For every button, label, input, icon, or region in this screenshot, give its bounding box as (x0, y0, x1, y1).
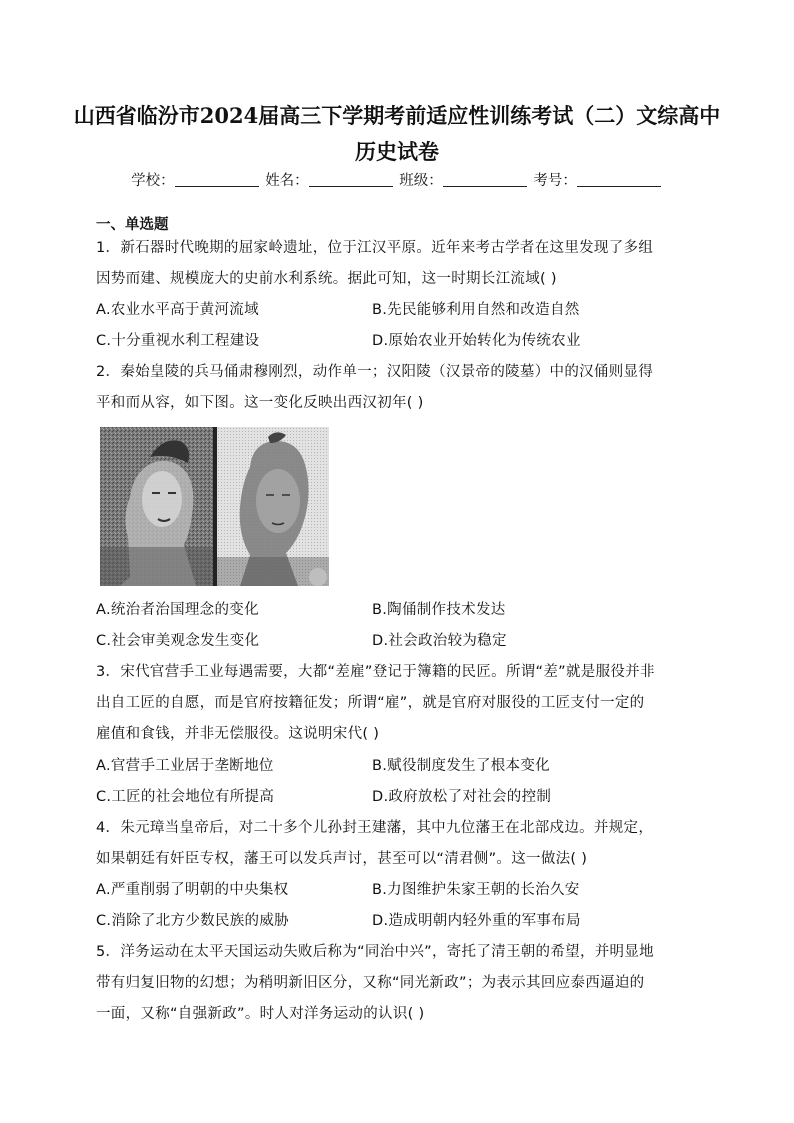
question-3-line-3: 雇值和食钱，并非无偿服役。这说明宋代( ) (96, 726, 380, 742)
question-1-line-1: 1．新石器时代晚期的屈家岭遗址，位于江汉平原。近年来考古学者在这里发现了多组 (96, 240, 654, 256)
question-3-option-a[interactable]: A.官营手工业居于垄断地位 (96, 758, 274, 774)
school-label: 学校： (131, 173, 175, 189)
question-3-option-c[interactable]: C.工匠的社会地位有所提高 (96, 789, 275, 805)
question-2-line-2: 平和而从容，如下图。这一变化反映出西汉初年( ) (96, 395, 424, 411)
number-blank[interactable] (577, 172, 661, 187)
question-1-option-a[interactable]: A.农业水平高于黄河流域 (96, 302, 259, 318)
question-4-line-1: 4．朱元璋当皇帝后，对二十多个儿孙封王建藩，其中九位藩王在北部戍边。并规定， (96, 820, 654, 836)
class-label: 班级： (399, 173, 443, 189)
question-2-line-1: 2．秦始皇陵的兵马俑肃穆刚烈，动作单一；汉阳陵（汉景帝的陵墓）中的汉俑则显得 (96, 364, 654, 380)
question-5-line-1: 5．洋务运动在太平天国运动失败后称为“同治中兴”，寄托了清王朝的希望，并明显地 (96, 944, 654, 960)
question-2-option-b[interactable]: B.陶俑制作技术发达 (372, 602, 506, 618)
school-blank[interactable] (175, 172, 259, 187)
question-4-option-b[interactable]: B.力图维护朱家王朝的长治久安 (372, 882, 580, 898)
question-3-line-1: 3．宋代官营手工业每遇需要，大都“差雇”登记于簿籍的民匠。所谓“差”就是服役并非 (96, 664, 655, 680)
name-blank[interactable] (309, 172, 393, 187)
question-4-option-d[interactable]: D.造成明朝内轻外重的军事布局 (372, 913, 581, 929)
question-1-option-d[interactable]: D.原始农业开始转化为传统农业 (372, 333, 581, 349)
question-1-option-b[interactable]: B.先民能够利用自然和改造自然 (372, 302, 580, 318)
question-2-option-d[interactable]: D.社会政治较为稳定 (372, 633, 507, 649)
section-heading: 一、单选题 (96, 217, 169, 233)
question-2-option-a[interactable]: A.统治者治国理念的变化 (96, 602, 259, 618)
question-1-line-2: 因势而建、规模庞大的史前水利系统。据此可知，这一时期长江流域( ) (96, 271, 557, 287)
question-4-line-2: 如果朝廷有奸臣专权，藩王可以发兵声讨，甚至可以“清君侧”。这一做法( ) (96, 851, 588, 867)
terracotta-figures-photo (100, 427, 329, 586)
question-1-option-c[interactable]: C.十分重视水利工程建设 (96, 333, 260, 349)
question-2-option-c[interactable]: C.社会审美观念发生变化 (96, 633, 260, 649)
question-5-line-2: 带有归复旧物的幻想；为稍明新旧区分，又称“同光新政”；为表示其回应泰西逼迫的 (96, 975, 645, 991)
exam-title-line-2: 历史试卷 (355, 139, 439, 164)
name-label: 姓名： (265, 173, 309, 189)
question-3-option-d[interactable]: D.政府放松了对社会的控制 (372, 789, 552, 805)
question-4-option-a[interactable]: A.严重削弱了明朝的中央集权 (96, 882, 289, 898)
exam-title-line-1: 山西省临汾市2024届高三下学期考前适应性训练考试（二）文综高中 (73, 103, 721, 128)
question-3-option-b[interactable]: B.赋役制度发生了根本变化 (372, 758, 550, 774)
question-3-line-2: 出自工匠的自愿，而是官府按籍征发；所谓“雇”，就是官府对服役的工匠支付一定的 (96, 695, 645, 711)
class-blank[interactable] (443, 172, 527, 187)
question-5-line-3: 一面，又称“自强新政”。时人对洋务运动的认识( ) (96, 1006, 425, 1022)
student-info-row (0, 170, 794, 192)
number-label: 考号： (533, 173, 577, 189)
question-4-option-c[interactable]: C.消除了北方少数民族的威胁 (96, 913, 289, 929)
